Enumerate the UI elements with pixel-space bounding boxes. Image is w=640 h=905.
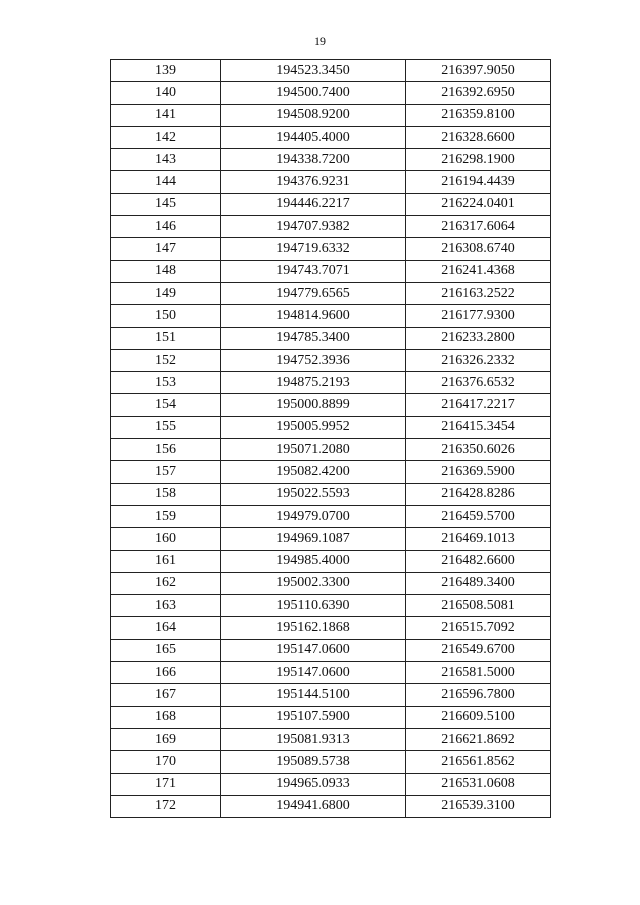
y-coordinate-cell: 216596.7800 [406, 684, 551, 706]
table-row [111, 260, 551, 282]
y-coordinate-cell: 216177.9300 [406, 305, 551, 327]
page-number: 19 [314, 34, 326, 48]
table-row [111, 728, 551, 750]
table-row [111, 461, 551, 483]
table-row [111, 126, 551, 148]
point-number-cell: 142 [111, 126, 221, 148]
y-coordinate-cell: 216194.4439 [406, 171, 551, 193]
y-coordinate-cell: 216328.6600 [406, 126, 551, 148]
point-number-cell: 159 [111, 505, 221, 527]
table-row [111, 639, 551, 661]
point-number-cell: 147 [111, 238, 221, 260]
x-coordinate-cell: 194979.0700 [221, 505, 406, 527]
y-coordinate-cell: 216539.3100 [406, 795, 551, 817]
table-row [111, 706, 551, 728]
table-row [111, 82, 551, 104]
x-coordinate-cell: 194743.7071 [221, 260, 406, 282]
table-row [111, 617, 551, 639]
x-coordinate-cell: 195002.3300 [221, 572, 406, 594]
x-coordinate-cell: 194405.4000 [221, 126, 406, 148]
table-row [111, 327, 551, 349]
y-coordinate-cell: 216392.6950 [406, 82, 551, 104]
point-number-cell: 165 [111, 639, 221, 661]
table-row [111, 684, 551, 706]
y-coordinate-cell: 216515.7092 [406, 617, 551, 639]
x-coordinate-cell: 194523.3450 [221, 60, 406, 82]
y-coordinate-cell: 216298.1900 [406, 149, 551, 171]
point-number-cell: 158 [111, 483, 221, 505]
table-row [111, 305, 551, 327]
point-number-cell: 166 [111, 662, 221, 684]
x-coordinate-cell: 194719.6332 [221, 238, 406, 260]
y-coordinate-cell: 216621.8692 [406, 728, 551, 750]
table-row [111, 595, 551, 617]
point-number-cell: 145 [111, 193, 221, 215]
point-number-cell: 144 [111, 171, 221, 193]
x-coordinate-cell: 195081.9313 [221, 728, 406, 750]
table-row [111, 238, 551, 260]
x-coordinate-cell: 195147.0600 [221, 639, 406, 661]
x-coordinate-cell: 194779.6565 [221, 282, 406, 304]
point-number-cell: 169 [111, 728, 221, 750]
point-number-cell: 148 [111, 260, 221, 282]
point-number-cell: 153 [111, 372, 221, 394]
x-coordinate-cell: 195005.9952 [221, 416, 406, 438]
table-row [111, 439, 551, 461]
table-row [111, 505, 551, 527]
point-number-cell: 146 [111, 216, 221, 238]
point-number-cell: 152 [111, 349, 221, 371]
point-number-cell: 163 [111, 595, 221, 617]
x-coordinate-cell: 194785.3400 [221, 327, 406, 349]
table-row [111, 60, 551, 82]
y-coordinate-cell: 216459.5700 [406, 505, 551, 527]
table-row [111, 550, 551, 572]
y-coordinate-cell: 216376.6532 [406, 372, 551, 394]
point-number-cell: 151 [111, 327, 221, 349]
x-coordinate-cell: 194338.7200 [221, 149, 406, 171]
table-row [111, 572, 551, 594]
x-coordinate-cell: 195147.0600 [221, 662, 406, 684]
x-coordinate-cell: 194446.2217 [221, 193, 406, 215]
table-row [111, 394, 551, 416]
y-coordinate-cell: 216350.6026 [406, 439, 551, 461]
y-coordinate-cell: 216428.8286 [406, 483, 551, 505]
x-coordinate-cell: 194965.0933 [221, 773, 406, 795]
point-number-cell: 172 [111, 795, 221, 817]
point-number-cell: 170 [111, 751, 221, 773]
x-coordinate-cell: 195110.6390 [221, 595, 406, 617]
table-row [111, 104, 551, 126]
x-coordinate-cell: 195071.2080 [221, 439, 406, 461]
coordinates-table-body [111, 60, 551, 818]
point-number-cell: 162 [111, 572, 221, 594]
y-coordinate-cell: 216415.3454 [406, 416, 551, 438]
point-number-cell: 164 [111, 617, 221, 639]
table-row [111, 282, 551, 304]
table-row [111, 216, 551, 238]
y-coordinate-cell: 216359.8100 [406, 104, 551, 126]
x-coordinate-cell: 195107.5900 [221, 706, 406, 728]
point-number-cell: 154 [111, 394, 221, 416]
x-coordinate-cell: 194508.9200 [221, 104, 406, 126]
point-number-cell: 161 [111, 550, 221, 572]
table-row [111, 416, 551, 438]
point-number-cell: 155 [111, 416, 221, 438]
y-coordinate-cell: 216317.6064 [406, 216, 551, 238]
x-coordinate-cell: 194707.9382 [221, 216, 406, 238]
x-coordinate-cell: 195082.4200 [221, 461, 406, 483]
x-coordinate-cell: 195022.5593 [221, 483, 406, 505]
y-coordinate-cell: 216489.3400 [406, 572, 551, 594]
y-coordinate-cell: 216531.0608 [406, 773, 551, 795]
point-number-cell: 171 [111, 773, 221, 795]
table-row [111, 193, 551, 215]
x-coordinate-cell: 195162.1868 [221, 617, 406, 639]
table-row [111, 149, 551, 171]
y-coordinate-cell: 216224.0401 [406, 193, 551, 215]
table-row [111, 662, 551, 684]
point-number-cell: 157 [111, 461, 221, 483]
table-row [111, 773, 551, 795]
table-row [111, 528, 551, 550]
y-coordinate-cell: 216417.2217 [406, 394, 551, 416]
y-coordinate-cell: 216482.6600 [406, 550, 551, 572]
coordinates-table [110, 59, 551, 818]
point-number-cell: 149 [111, 282, 221, 304]
point-number-cell: 156 [111, 439, 221, 461]
table-row [111, 795, 551, 817]
point-number-cell: 143 [111, 149, 221, 171]
y-coordinate-cell: 216469.1013 [406, 528, 551, 550]
point-number-cell: 140 [111, 82, 221, 104]
x-coordinate-cell: 194941.6800 [221, 795, 406, 817]
y-coordinate-cell: 216549.6700 [406, 639, 551, 661]
x-coordinate-cell: 194500.7400 [221, 82, 406, 104]
y-coordinate-cell: 216326.2332 [406, 349, 551, 371]
x-coordinate-cell: 195089.5738 [221, 751, 406, 773]
y-coordinate-cell: 216308.6740 [406, 238, 551, 260]
x-coordinate-cell: 194969.1087 [221, 528, 406, 550]
point-number-cell: 141 [111, 104, 221, 126]
table-row [111, 483, 551, 505]
x-coordinate-cell: 195144.5100 [221, 684, 406, 706]
x-coordinate-cell: 194814.9600 [221, 305, 406, 327]
x-coordinate-cell: 194985.4000 [221, 550, 406, 572]
y-coordinate-cell: 216609.5100 [406, 706, 551, 728]
point-number-cell: 167 [111, 684, 221, 706]
y-coordinate-cell: 216397.9050 [406, 60, 551, 82]
point-number-cell: 139 [111, 60, 221, 82]
table-row [111, 372, 551, 394]
table-row [111, 349, 551, 371]
table-row [111, 751, 551, 773]
y-coordinate-cell: 216581.5000 [406, 662, 551, 684]
y-coordinate-cell: 216508.5081 [406, 595, 551, 617]
x-coordinate-cell: 194752.3936 [221, 349, 406, 371]
x-coordinate-cell: 195000.8899 [221, 394, 406, 416]
y-coordinate-cell: 216241.4368 [406, 260, 551, 282]
table-row [111, 171, 551, 193]
x-coordinate-cell: 194875.2193 [221, 372, 406, 394]
point-number-cell: 168 [111, 706, 221, 728]
x-coordinate-cell: 194376.9231 [221, 171, 406, 193]
point-number-cell: 160 [111, 528, 221, 550]
point-number-cell: 150 [111, 305, 221, 327]
y-coordinate-cell: 216233.2800 [406, 327, 551, 349]
y-coordinate-cell: 216369.5900 [406, 461, 551, 483]
y-coordinate-cell: 216163.2522 [406, 282, 551, 304]
y-coordinate-cell: 216561.8562 [406, 751, 551, 773]
